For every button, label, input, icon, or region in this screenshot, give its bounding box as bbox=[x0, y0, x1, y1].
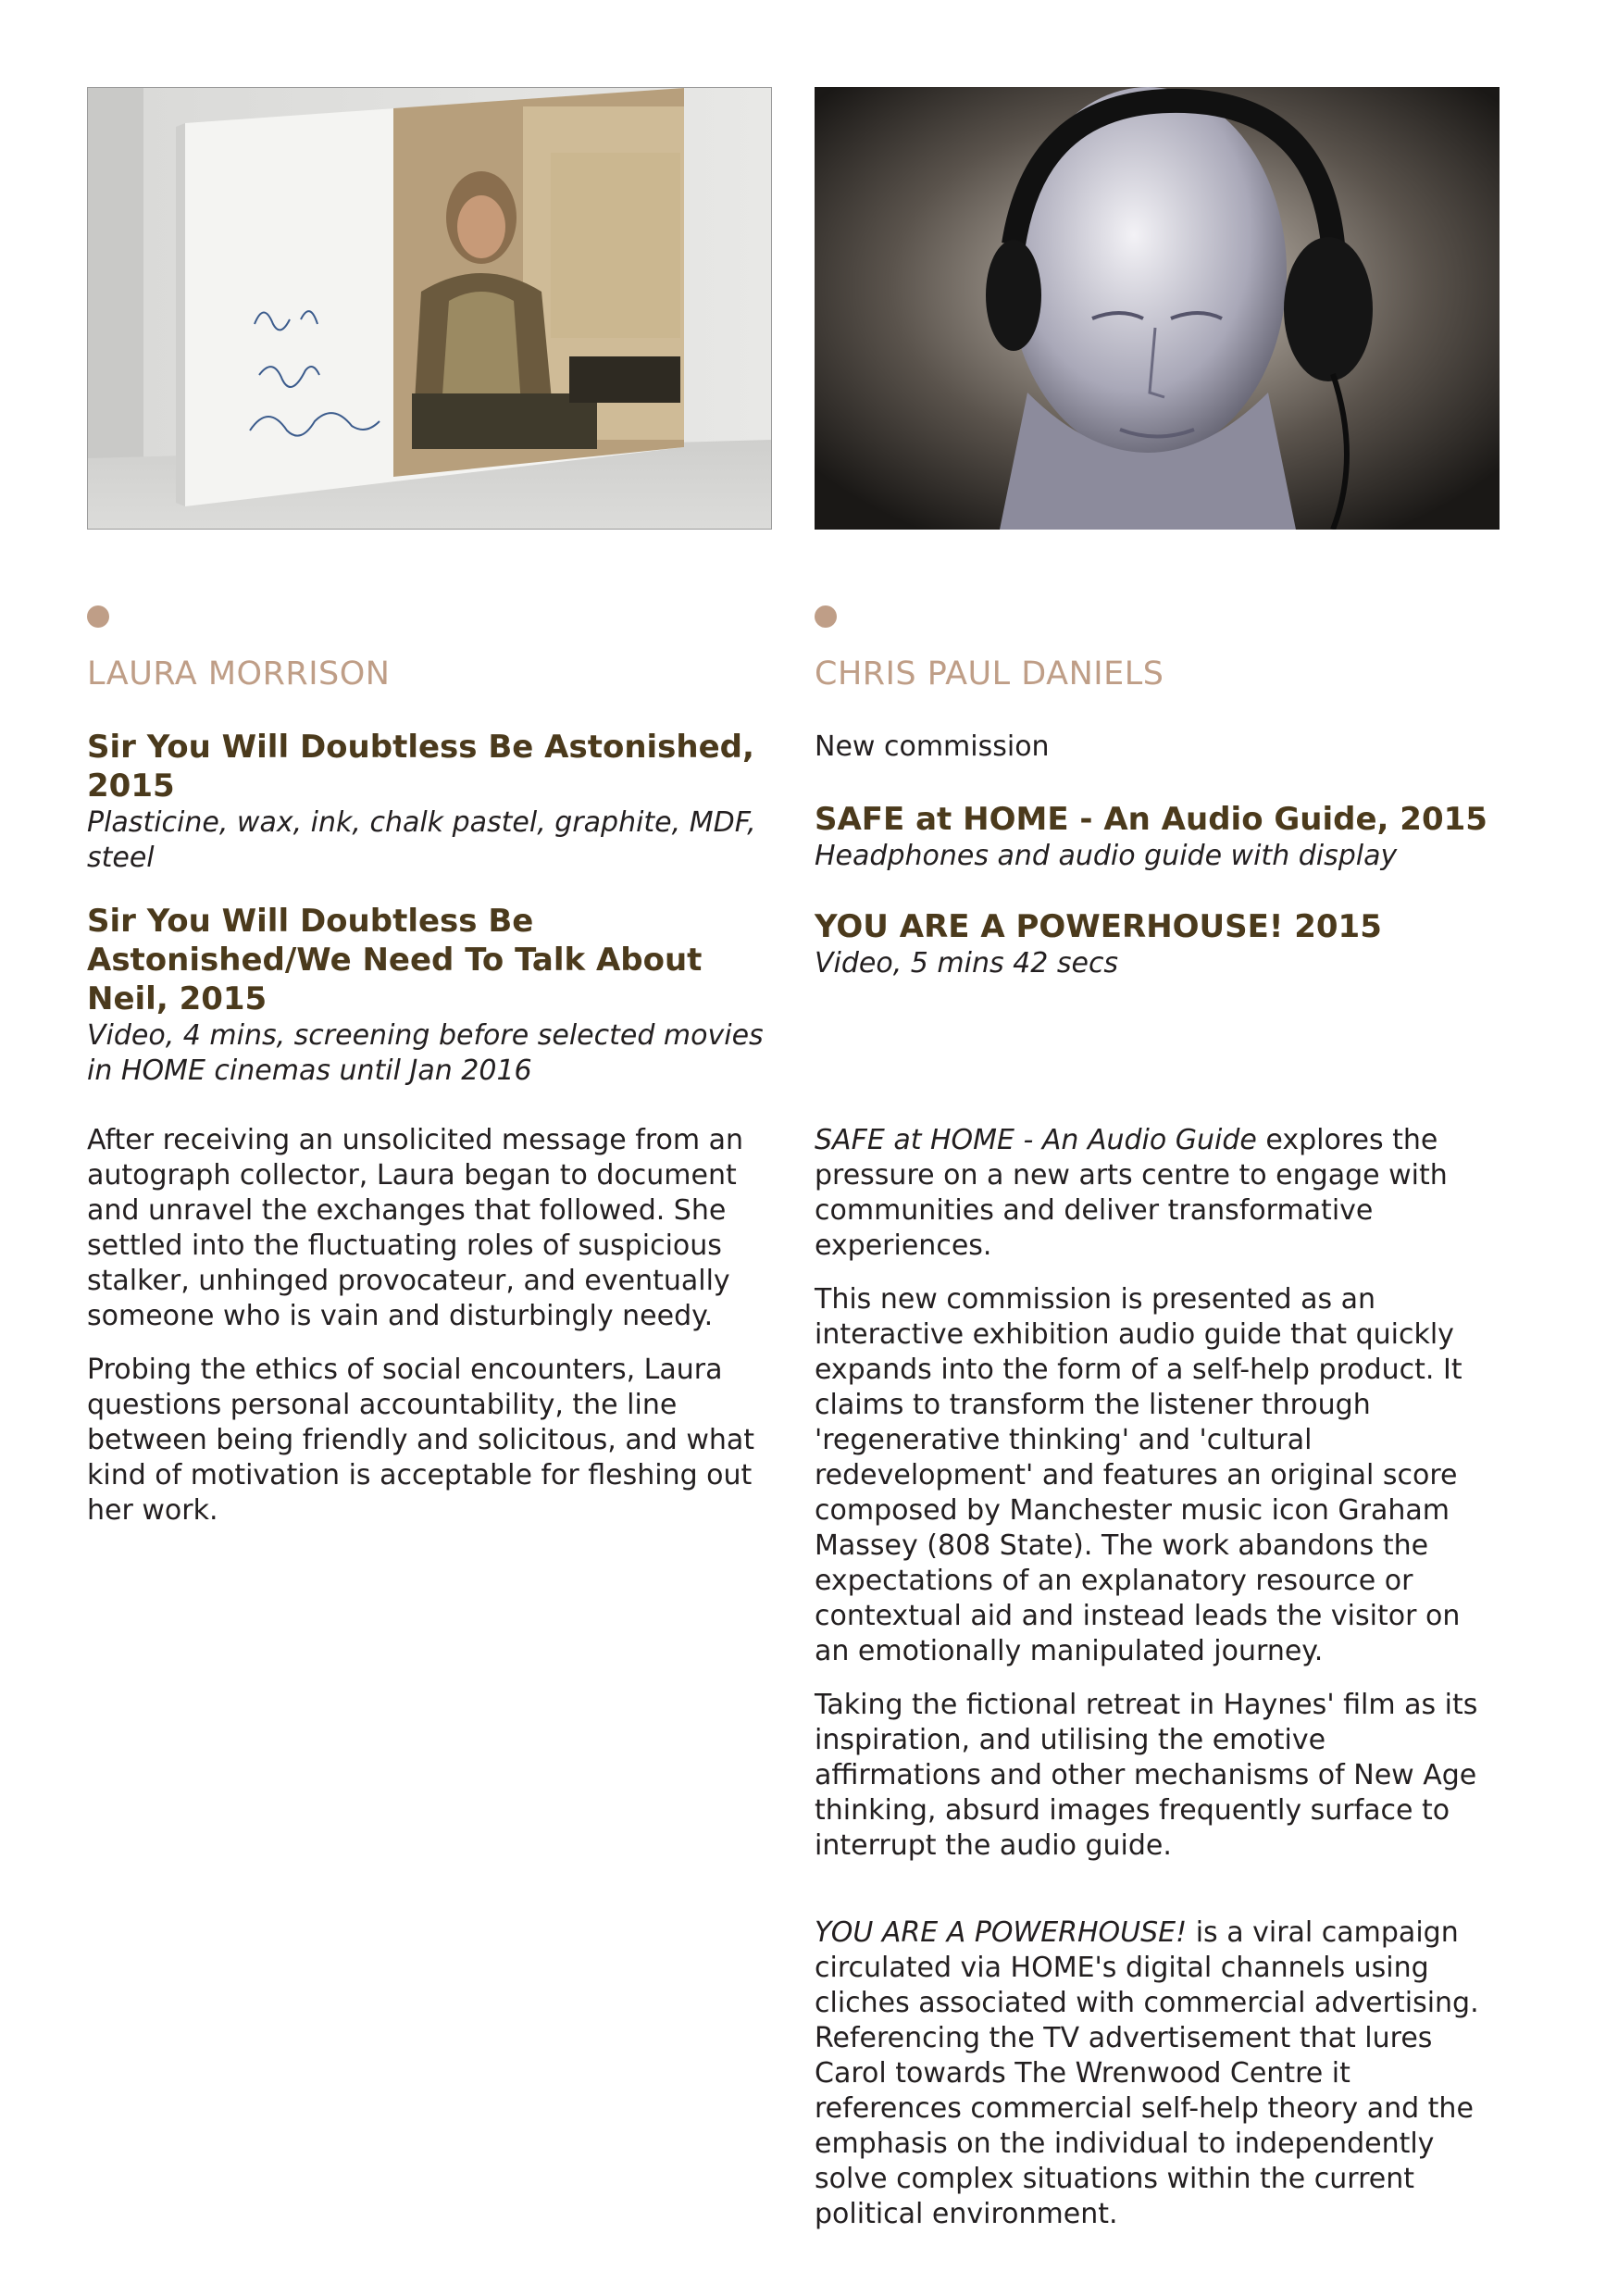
installation-photo bbox=[87, 87, 772, 530]
body-paragraph: After receiving an unsolicited message from an autograph collector, Laura began to document and unravel the exchanges that followed. She settled into the fluctuating roles of suspicious stalker, unhinged provocateur, and eventually someone who is vain and disturbingly needy. bbox=[87, 1124, 744, 1332]
artist-name-left: LAURA MORRISON bbox=[87, 655, 391, 693]
work-reference: YOU ARE A POWERHOUSE! bbox=[815, 1916, 1188, 1949]
headphones-photo bbox=[815, 87, 1500, 530]
body-paragraph: This new commission is presented as an interactive exhibition audio guide that quickly expands into the form of a self-help product. It claims to transform the listener through 'regenerative thinking' and 'cultural redevelopment' and features an original score composed by Manchester music icon Graham Massey (808 State). The work abandons the expectations of an explanatory resource or contextual aid and instead leads the visitor on an emotionally manipulated journey. bbox=[815, 1283, 1462, 1667]
paragraph-text: is a viral campaign circulated via HOME's digital channels using cliches associated with commercial advertising. Referencing the TV advertisement that lures Carol towards The Wrenwood Centre it references commercial self-help theory and the emphasis on the individual to independently solve complex situations within the current political environment. bbox=[815, 1916, 1479, 2230]
works-list-left bbox=[87, 728, 772, 1089]
work-title: SAFE at HOME - An Audio Guide, 2015 bbox=[815, 801, 1487, 838]
work-media: Headphones and audio guide with display bbox=[815, 840, 1398, 872]
work-media: Plasticine, wax, ink, chalk pastel, graphite, MDF, steel bbox=[87, 806, 756, 874]
works-list-right bbox=[815, 728, 1500, 981]
body-paragraph bbox=[815, 1123, 1500, 1264]
installation-image bbox=[88, 88, 772, 530]
description-left bbox=[87, 1123, 772, 1547]
body-paragraph: Probing the ethics of social encounters, Laura questions personal accountability, the line between being friendly and solicitous, and what kind of motivation is acceptable for fleshing out her work. bbox=[87, 1354, 755, 1527]
accent-dot bbox=[815, 605, 837, 628]
accent-dot bbox=[87, 605, 109, 628]
description-right bbox=[815, 1123, 1500, 2251]
work-reference: SAFE at HOME - An Audio Guide bbox=[815, 1124, 1257, 1156]
commission-note: New commission bbox=[815, 730, 1050, 763]
mannequin-image bbox=[815, 87, 1500, 530]
work-title: Sir You Will Doubtless Be Astonished, 2015 bbox=[87, 729, 754, 805]
body-paragraph bbox=[815, 1915, 1500, 2232]
work-title: Sir You Will Doubtless Be Astonished/We Need To Talk About Neil, 2015 bbox=[87, 903, 703, 1017]
body-paragraph: Taking the fictional retreat in Haynes' film as its inspiration, and utilising the emotive affirmations and other mechanisms of New Age thinking, absurd images frequently surface to interrupt the audio guide. bbox=[815, 1689, 1478, 1862]
paragraph-text: explores the pressure on a new arts centre to engage with communities and deliver transformative experiences. bbox=[815, 1124, 1448, 1262]
work-media: Video, 5 mins 42 secs bbox=[815, 947, 1119, 980]
work-media: Video, 4 mins, screening before selected movies in HOME cinemas until Jan 2016 bbox=[87, 1019, 764, 1087]
work-title: YOU ARE A POWERHOUSE! 2015 bbox=[815, 908, 1382, 945]
artist-name-right: CHRIS PAUL DANIELS bbox=[815, 655, 1164, 693]
